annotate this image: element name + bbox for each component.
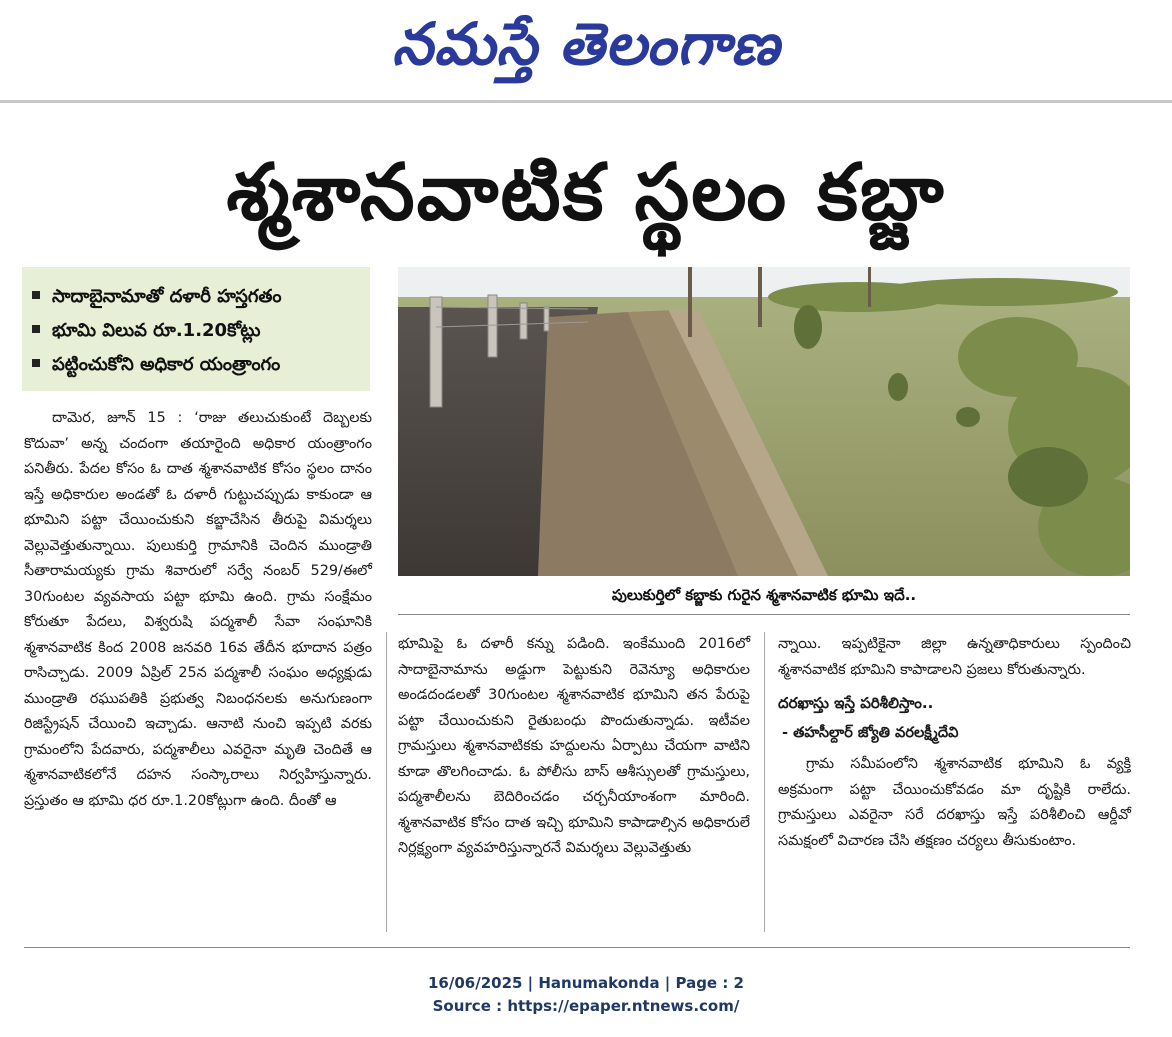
- photo-caption: పులుకుర్తిలో కబ్జాకు గురైన శ్మశానవాటిక భూమి ఇదే..: [611, 586, 917, 604]
- field-photo: [398, 267, 1130, 576]
- footer-source: Source : https://epaper.ntnews.com/: [432, 997, 740, 1015]
- article-headline: శ్మశానవాటిక స్థలం కబ్జా: [226, 148, 946, 238]
- article-subhead: దరఖాస్తు ఇస్తే పరిశీలిస్తాం..: [778, 694, 934, 712]
- caption-divider: [398, 614, 1130, 615]
- article-byline: - తహసీల్దార్ జ్యోతి వరలక్ష్మీదేవి: [782, 724, 959, 741]
- highlight-text: భూమి విలువ రూ.1.20కోట్లు: [52, 320, 261, 341]
- highlight-item: [32, 318, 261, 344]
- highlight-item: [32, 284, 282, 310]
- square-bullet-icon: [32, 325, 40, 333]
- article-column-left: [24, 406, 372, 814]
- masthead: [0, 0, 1172, 100]
- article-paragraph: దామెర, జూన్ 15 : ‘రాజు తలుచుకుంటే దెబ్బలకు కొదువా’ అన్న చందంగా తయారైంది అధికార యంత్రాంగం పనితీరు. పేదల కోసం ఓ దాత శ్మశానవాటిక కోసం స్థలం దానం ఇస్తే అధికారుల అండతో ఓ దళారీ గుట్టుచప్పుడు కాకుండా ఆ భూమిని పట్టా చేయించుకుని కబ్జాచేసిన తీరుపై విమర్శలు వెల్లువెత్తుతున్నాయి. పులుకుర్తి గ్రామానికి చెందిన ముండ్రాతి సీతారామయ్యకు గ్రామ శివారులో సర్వే నంబర్ 529/ఈలో 30గుంటల వ్యవసాయ పట్టా భూమి ఉంది. గ్రామ సంక్షేమం కోరుతూ పేదలు, విశ్వరుషి పద్మశాలీ సేవా సంఘానికి శ్మశానవాటిక కింద 2008 జనవరి 16వ తేదీన భూదాన పత్రం రాసిచ్చాడు. 2009 ఏప్రిల్ 25న పద్మశాలీ సంఘం అధ్యక్షుడు ముండ్రాతి రఘుపతికి ప్రభుత్వ నిబంధనలకు అనుగుణంగా రిజిస్ట్రేషన్ చేయించి ఇచ్చాడు. ఆనాటి నుంచి ఇప్పటి వరకు గ్రామంలోని పేదవారు, పద్మశాలీలు ఎవరైనా మృతి చెందితే ఆ శ్మశానవాటికలోనే దహన సంస్కారాలు నిర్వహిస్తున్నారు. ప్రస్తుతం ఆ భూమి ధర రూ.1.20కోట్లుగా ఉంది. దీంతో ఆ: [24, 410, 372, 809]
- column-divider: [764, 632, 765, 932]
- masthead-divider: [0, 100, 1172, 103]
- article-column-middle: [398, 632, 750, 862]
- square-bullet-icon: [32, 291, 40, 299]
- highlight-item: [32, 352, 280, 378]
- square-bullet-icon: [32, 359, 40, 367]
- highlight-text: పట్టించుకోని అధికార యంత్రాంగం: [52, 354, 281, 375]
- article-column-right: [778, 632, 1131, 854]
- footer-dateline: 16/06/2025 | Hanumakonda | Page : 2: [427, 974, 744, 992]
- column-divider: [386, 632, 387, 932]
- highlights-box: [22, 267, 370, 391]
- footer-divider: [24, 947, 1130, 948]
- article-paragraph: న్నాయి. ఇప్పటికైనా జిల్లా ఉన్నతాధికారులు స్పందించి శ్మశానవాటిక భూమిని కాపాడాలని ప్రజలు కోరుతున్నారు.: [778, 636, 1131, 678]
- article-photo: [398, 267, 1130, 576]
- article-paragraph: భూమిపై ఓ దళారీ కన్ను పడింది. ఇంకేముంది 2016లో సాదాబైనామాను అడ్డుగా పెట్టుకుని రెవెన్యూ అధికారుల అండదండలతో 30గుంటల శ్మశానవాటిక భూమిని తన పేరుపై పట్టా చేయించుకుని రైతుబంధు పొందుతున్నాడు. ఇటీవల గ్రామస్తులు శ్మశానవాటికకు హద్దులను ఏర్పాటు చేయగా వాటిని కూడా తొలగించాడు. ఓ పోలీసు బాస్ ఆశీస్సులతో గ్రామస్తులు, పద్మశాలీలను బెదిరించడం చర్చనీయాంశంగా మారింది. శ్మశానవాటిక కోసం దాత ఇచ్చి భూమిని కాపాడాల్సిన అధికారులే నిర్లక్ష్యంగా వ్యవహరిస్తున్నారనే విమర్శలు వెల్లువెత్తుతు: [398, 636, 750, 856]
- highlight-text: సాదాబైనామాతో దళారీ హస్తగతం: [52, 286, 282, 307]
- article-quote: గ్రామ సమీపంలోని శ్మశానవాటిక భూమిని ఓ వ్యక్తి అక్రమంగా పట్టా చేయించుకోవడం మా దృష్టికి రాలేదు. గ్రామస్తులు ఎవరైనా సరే దరఖాస్తు ఇస్తే పరిశీలించి ఆర్డీవో సమక్షంలో విచారణ చేసి తక్షణం చర్యలు తీసుకుంటాం.: [778, 756, 1131, 849]
- masthead-logo: నమస్తే తెలంగాణ: [392, 10, 780, 78]
